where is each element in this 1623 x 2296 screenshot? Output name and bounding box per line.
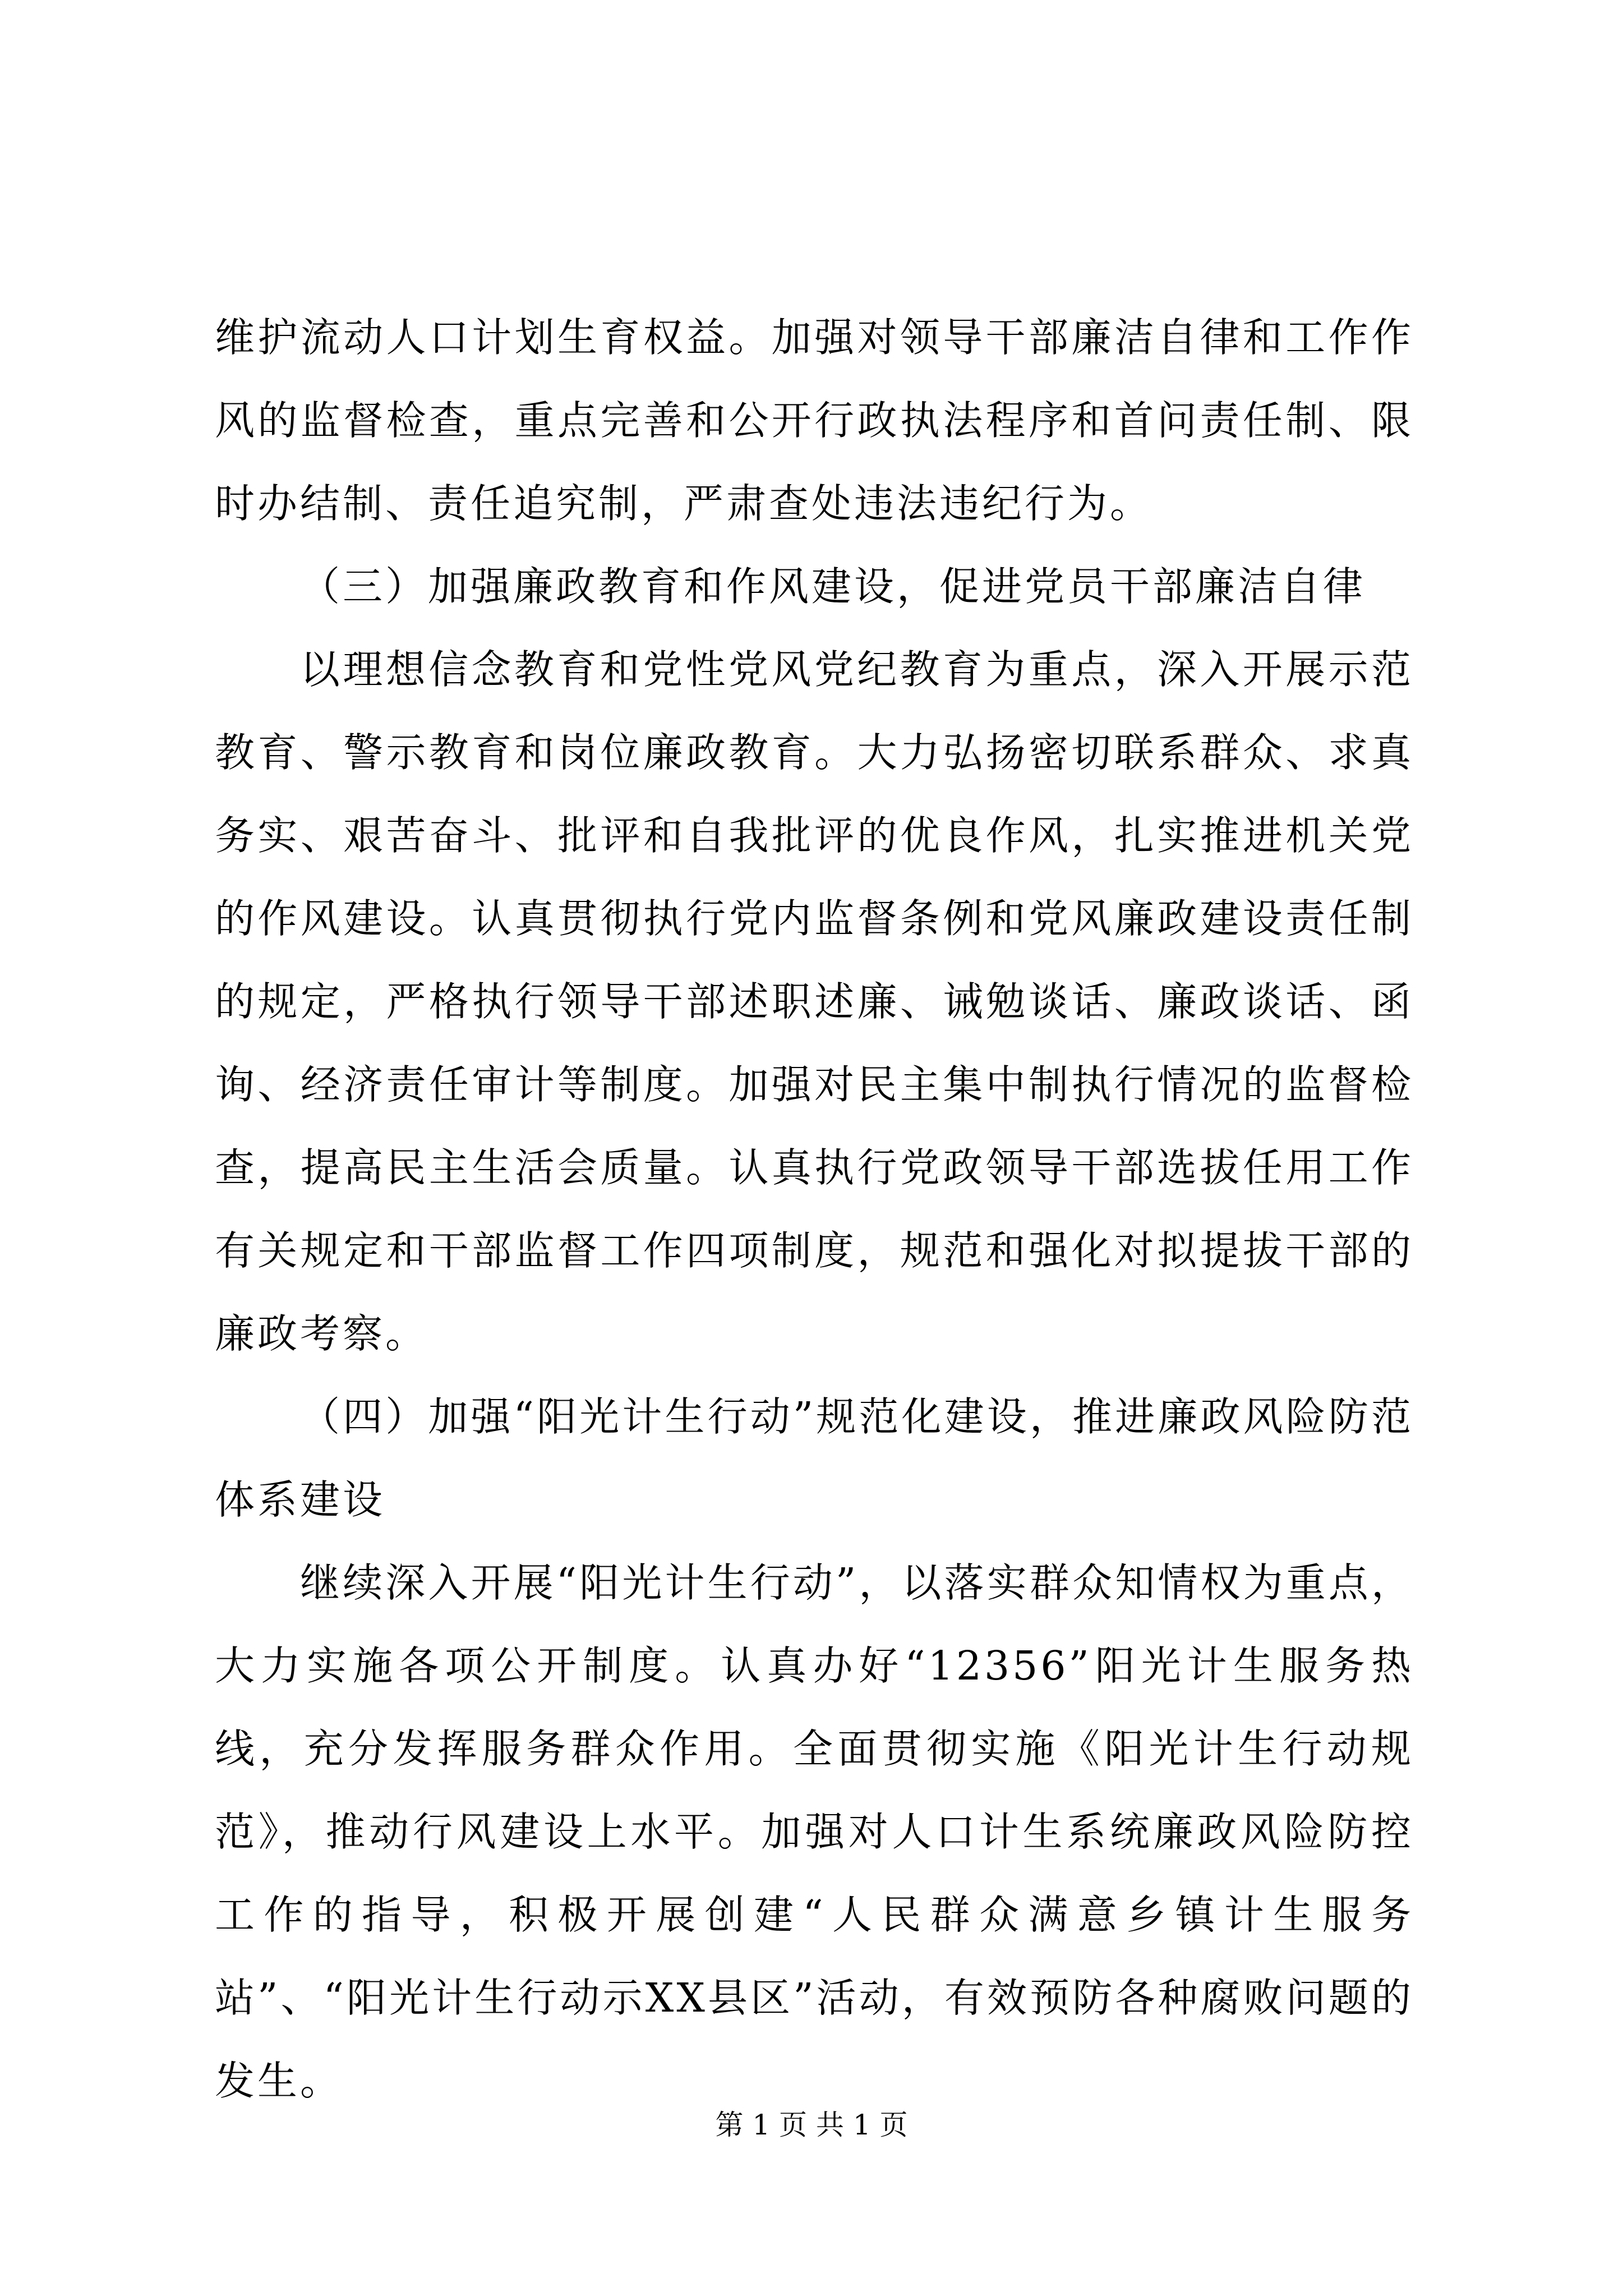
page-number-footer: 第 1 页 共 1 页 (715, 2109, 908, 2141)
document-body (215, 296, 1414, 2123)
section-heading-3: （三）加强廉政教育和作风建设，促进党员干部廉洁自律 (300, 563, 1366, 610)
paragraph-continuation: 维护流动人口计划生育权益。加强对领导干部廉洁自律和工作作风的监督检查，重点完善和公开行政执法程序和首问责任制、限时办结制、责任追究制，严肃查处违法违纪行为。 (215, 314, 1414, 527)
paragraph-section-4: 继续深入开展“阳光计生行动”，以落实群众知情权为重点，大力实施各项公开制度。认真办好“12356”阳光计生服务热线，充分发挥服务群众作用。全面贯彻实施《阳光计生行动规范》，推动行风建设上水平。加强对人口计生系统廉政风险防控工作的指导，积极开展创建“人民群众满意乡镇计生服务站”、“阳光计生行动示XX县区”活动，有效预防各种腐败问题的发生。 (215, 1559, 1414, 2104)
paragraph-section-3: 以理想信念教育和党性党风党纪教育为重点，深入开展示范教育、警示教育和岗位廉政教育。大力弘扬密切联系群众、求真务实、艰苦奋斗、批评和自我批评的优良作风，扎实推进机关党的作风建设。认真贯彻执行党内监督条例和党风廉政建设责任制的规定，严格执行领导干部述职述廉、诫勉谈话、廉政谈话、函询、经济责任审计等制度。加强对民主集中制执行情况的监督检查，提高民主生活会质量。认真执行党政领导干部选拔任用工作有关规定和干部监督工作四项制度，规范和强化对拟提拔干部的廉政考察。 (215, 646, 1414, 1357)
section-heading-4: （四）加强“阳光计生行动”规范化建设，推进廉政风险防范体系建设 (215, 1393, 1414, 1523)
